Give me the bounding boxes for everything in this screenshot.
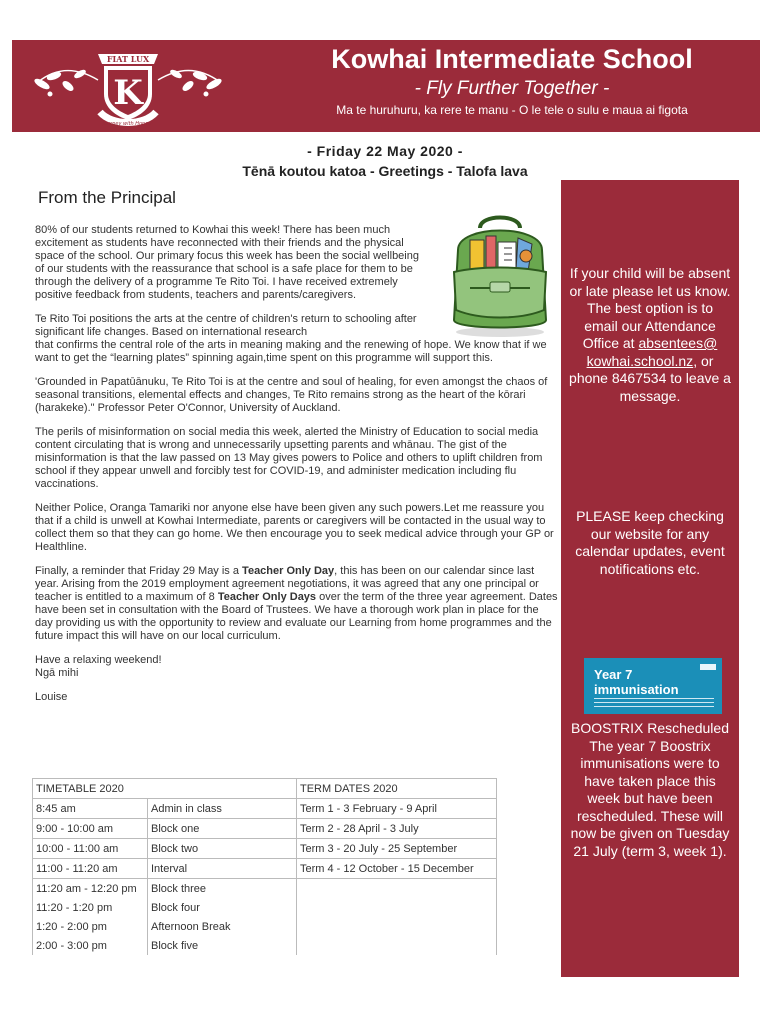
svg-text:Journey with Honour: Journey with Honour xyxy=(102,121,154,127)
paragraph-teacher-only-day: Finally, a reminder that Friday 29 May is a Teacher Only Day, this has been on our calendar since last year. Arising from the 2019 employment agreement negotiations, it was agreed that any one principal or teacher is entitled to a maximum of 8 Teacher Only Days over the term of the three year agreement. Dates have been set in consultation with the Board of Trustees. We have a thorough work plan in place for the day providing us with the opportunity to review and evaluate our Learning from home programmes and the future impact this will have on our local curriculum. xyxy=(35,565,558,642)
term-date-cell: Term 2 - 28 April - 3 July xyxy=(297,819,497,839)
timetable-time-cell: 1:20 - 2:00 pm xyxy=(33,917,148,936)
timetable-time-cell: 11:00 - 11:20 am xyxy=(33,859,148,879)
table-row xyxy=(33,936,497,955)
school-tagline: - Fly Further Together - xyxy=(414,78,610,99)
closing-line: Ngā mihi xyxy=(35,667,79,679)
absence-notice: If your child will be absent or late please let us know. The best option is to email our Attendance Office at absentees@ kowhai.school.nz, or phone 8467534 to leave a message. xyxy=(569,265,731,404)
poster-logo xyxy=(700,664,716,670)
immunisation-poster xyxy=(584,658,722,714)
timetable-heading: TIMETABLE 2020 xyxy=(33,779,297,799)
table-row xyxy=(33,879,497,899)
timetable xyxy=(32,778,497,955)
timetable-time-cell: 9:00 - 10:00 am xyxy=(33,819,148,839)
emphasis: Teacher Only Day xyxy=(242,565,335,577)
timetable-block-cell: Afternoon Break xyxy=(148,917,297,936)
svg-text:K: K xyxy=(113,73,143,113)
table-row xyxy=(33,779,497,799)
term-date-cell: Term 3 - 20 July - 25 September xyxy=(297,839,497,859)
term-dates-heading: TERM DATES 2020 xyxy=(297,779,497,799)
paragraph: 'Grounded in Papatūānuku, Te Rito Toi is at the centre and soul of healing, for even amongst the chaos of seasonal transitions, elemental effects and changes, Te Rito remains strong as the heart of the kōrari (harakeke)." Professor Peter O'Connor, University of Auckland. xyxy=(35,376,548,414)
timetable-block-cell: Interval xyxy=(148,859,297,879)
paragraph: 80% of our students returned to Kowhai this week! There has been much excitement as students have reconnected with their friends and the physical space of the school. Our primary focus this week has been the social wellbeing of our students with the reassurance that school is a safe place for them to be through the delivery of a programme Te Rito Toi. I have received extremely positive feedback from students, teachers and parents/caregivers. xyxy=(35,224,419,301)
term-date-cell xyxy=(297,936,497,955)
website-notice: PLEASE keep checking our website for any calendar updates, event notifications etc. xyxy=(575,508,725,577)
svg-text:FIAT LUX: FIAT LUX xyxy=(106,54,150,64)
paragraph: The perils of misinformation on social media this week, alerted the Ministry of Education to social media content circulating that is wrong and unnecessarily upsetting parents and whānau. The gist of the misinformation is that the law passed on 13 May gives powers to Police and others to uplift children from school if they appear unwell and forcibly test for COVID-19, and administer medication including flu vaccinations. xyxy=(35,426,543,490)
section-title: From the Principal xyxy=(38,188,176,207)
school-logo xyxy=(28,46,228,128)
timetable-block-cell: Admin in class xyxy=(148,799,297,819)
table-row xyxy=(33,819,497,839)
school-name: Kowhai Intermediate School xyxy=(331,44,693,74)
timetable-time-cell: 8:45 am xyxy=(33,799,148,819)
emphasis: Teacher Only Days xyxy=(217,591,317,603)
timetable-time-cell: 11:20 - 1:20 pm xyxy=(33,898,148,917)
principal-message xyxy=(35,224,558,715)
term-date-cell xyxy=(297,879,497,899)
poster-fine-print xyxy=(594,698,714,708)
sidebar xyxy=(561,180,739,977)
timetable-block-cell: Block one xyxy=(148,819,297,839)
poster-title: Year 7 xyxy=(594,667,633,682)
newsletter-date: - Friday 22 May 2020 - xyxy=(307,143,463,159)
table-row xyxy=(33,839,497,859)
timetable-block-cell: Block five xyxy=(148,936,297,955)
timetable-block-cell: Block two xyxy=(148,839,297,859)
header-banner xyxy=(12,40,760,132)
term-date-cell xyxy=(297,917,497,936)
timetable-time-cell: 11:20 am - 12:20 pm xyxy=(33,879,148,899)
greeting-line: Tēnā koutou katoa - Greetings - Talofa lava xyxy=(242,163,528,179)
term-date-cell: Term 4 - 12 October - 15 December xyxy=(297,859,497,879)
table-row xyxy=(33,799,497,819)
school-motto: Ma te huruhuru, ka rere te manu - O le tele o sulu e maua ai figota xyxy=(336,103,688,117)
poster-subtitle: immunisation xyxy=(594,682,679,697)
signature: Louise xyxy=(35,691,68,703)
paragraph: Te Rito Toi positions the arts at the centre of children's return to schooling after significant life changes. Based on international research xyxy=(35,313,417,338)
timetable-block-cell: Block three xyxy=(148,879,297,899)
table-row xyxy=(33,917,497,936)
term-date-cell xyxy=(297,898,497,917)
timetable-block-cell: Block four xyxy=(148,898,297,917)
boostrix-notice: BOOSTRIX Rescheduled The year 7 Boostrix immunisations were to have taken place this week but have been rescheduled. These will now be given on Tuesday 21 July (term 3, week 1). xyxy=(570,720,730,859)
timetable-time-cell: 10:00 - 11:00 am xyxy=(33,839,148,859)
closing-line: Have a relaxing weekend! xyxy=(35,654,162,666)
paragraph: Neither Police, Oranga Tamariki nor anyone else have been given any such powers.Let me reassure you that if a child is unwell at Kowhai Intermediate, parents or caregivers will be contacted in the usual way to collect them so that they can go home. We then encourage you to seek medical advice through your GP or Healthline. xyxy=(35,502,554,553)
table-row xyxy=(33,898,497,917)
attendance-email-link[interactable]: absentees@ kowhai.school.nz xyxy=(586,335,718,369)
table-row xyxy=(33,859,497,879)
term-date-cell: Term 1 - 3 February - 9 April xyxy=(297,799,497,819)
timetable-time-cell: 2:00 - 3:00 pm xyxy=(33,936,148,955)
paragraph: that confirms the central role of the arts in meaning making and the renewing of hope. We know that if we want to get the “learning plates” spinning again,time spent on this programme will support this. xyxy=(35,339,547,364)
